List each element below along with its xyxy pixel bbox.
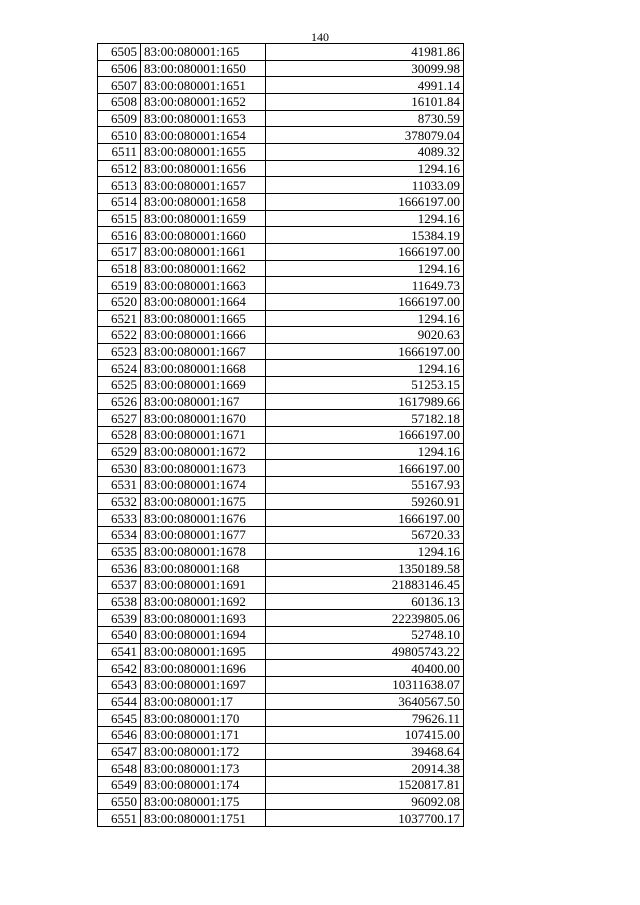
cadastral-number: 83:00:080001:1653 — [141, 110, 266, 127]
row-number: 6537 — [98, 577, 141, 594]
row-number: 6516 — [98, 227, 141, 244]
cadastral-value: 96092.08 — [266, 793, 464, 810]
table-row — [98, 776, 464, 793]
table-row — [98, 710, 464, 727]
table-row — [98, 427, 464, 444]
cadastral-number: 83:00:080001:1661 — [141, 243, 266, 260]
cadastral-number: 83:00:080001:1691 — [141, 577, 266, 594]
cadastral-value: 1294.16 — [266, 210, 464, 227]
table-row — [98, 577, 464, 594]
row-number: 6506 — [98, 60, 141, 77]
table-row — [98, 77, 464, 94]
row-number: 6510 — [98, 127, 141, 144]
table-row — [98, 560, 464, 577]
cadastral-number: 83:00:080001:1673 — [141, 460, 266, 477]
table-row — [98, 160, 464, 177]
row-number: 6535 — [98, 543, 141, 560]
table-row — [98, 810, 464, 827]
cadastral-number: 83:00:080001:1656 — [141, 160, 266, 177]
cadastral-value: 1520817.81 — [266, 776, 464, 793]
cadastral-number: 83:00:080001:1675 — [141, 493, 266, 510]
row-number: 6527 — [98, 410, 141, 427]
row-number: 6550 — [98, 793, 141, 810]
table-row — [98, 327, 464, 344]
table-row — [98, 310, 464, 327]
cadastral-number: 83:00:080001:1678 — [141, 543, 266, 560]
table-row — [98, 593, 464, 610]
row-number: 6540 — [98, 626, 141, 643]
cadastral-value: 9020.63 — [266, 327, 464, 344]
cadastral-number: 83:00:080001:1663 — [141, 277, 266, 294]
table-row — [98, 760, 464, 777]
cadastral-number: 83:00:080001:1669 — [141, 377, 266, 394]
cadastral-value: 1617989.66 — [266, 393, 464, 410]
row-number: 6546 — [98, 726, 141, 743]
row-number: 6532 — [98, 493, 141, 510]
row-number: 6534 — [98, 527, 141, 544]
cadastral-value: 39468.64 — [266, 743, 464, 760]
cadastral-value: 59260.91 — [266, 493, 464, 510]
table-row — [98, 343, 464, 360]
table-row — [98, 543, 464, 560]
cadastral-number: 83:00:080001:1657 — [141, 177, 266, 194]
cadastral-value: 1666197.00 — [266, 293, 464, 310]
cadastral-number: 83:00:080001:1674 — [141, 477, 266, 494]
table-row — [98, 377, 464, 394]
cadastral-number: 83:00:080001:175 — [141, 793, 266, 810]
row-number: 6541 — [98, 643, 141, 660]
cadastral-value: 107415.00 — [266, 726, 464, 743]
cadastral-value: 16101.84 — [266, 93, 464, 110]
cadastral-number: 83:00:080001:1751 — [141, 810, 266, 827]
cadastral-value: 8730.59 — [266, 110, 464, 127]
table-row — [98, 60, 464, 77]
row-number: 6517 — [98, 243, 141, 260]
table-row — [98, 243, 464, 260]
cadastral-value: 1666197.00 — [266, 460, 464, 477]
cadastral-value: 15384.19 — [266, 227, 464, 244]
table-row — [98, 110, 464, 127]
row-number: 6525 — [98, 377, 141, 394]
table-row — [98, 527, 464, 544]
cadastral-number: 83:00:080001:1651 — [141, 77, 266, 94]
cadastral-value: 1666197.00 — [266, 193, 464, 210]
cadastral-number: 83:00:080001:1662 — [141, 260, 266, 277]
cadastral-number: 83:00:080001:1660 — [141, 227, 266, 244]
table-row — [98, 510, 464, 527]
cadastral-number: 83:00:080001:173 — [141, 760, 266, 777]
table-row — [98, 293, 464, 310]
row-number: 6549 — [98, 776, 141, 793]
cadastral-value: 21883146.45 — [266, 577, 464, 594]
cadastral-number: 83:00:080001:1668 — [141, 360, 266, 377]
page-number: 140 — [311, 30, 329, 44]
cadastral-value: 52748.10 — [266, 626, 464, 643]
cadastral-value: 22239805.06 — [266, 610, 464, 627]
table-row — [98, 443, 464, 460]
cadastral-value: 4991.14 — [266, 77, 464, 94]
cadastral-number: 83:00:080001:171 — [141, 726, 266, 743]
table-row — [98, 277, 464, 294]
table-row — [98, 143, 464, 160]
cadastral-number: 83:00:080001:1659 — [141, 210, 266, 227]
cadastral-value: 20914.38 — [266, 760, 464, 777]
cadastral-value: 11649.73 — [266, 277, 464, 294]
table-row — [98, 260, 464, 277]
row-number: 6509 — [98, 110, 141, 127]
table-row — [98, 660, 464, 677]
cadastral-value: 30099.98 — [266, 60, 464, 77]
row-number: 6524 — [98, 360, 141, 377]
row-number: 6521 — [98, 310, 141, 327]
cadastral-number: 83:00:080001:1654 — [141, 127, 266, 144]
cadastral-value: 79626.11 — [266, 710, 464, 727]
row-number: 6551 — [98, 810, 141, 827]
row-number: 6531 — [98, 477, 141, 494]
row-number: 6515 — [98, 210, 141, 227]
cadastral-number: 83:00:080001:1676 — [141, 510, 266, 527]
row-number: 6522 — [98, 327, 141, 344]
row-number: 6520 — [98, 293, 141, 310]
row-number: 6511 — [98, 143, 141, 160]
row-number: 6544 — [98, 693, 141, 710]
table-row — [98, 93, 464, 110]
cadastral-number: 83:00:080001:1658 — [141, 193, 266, 210]
cadastral-number: 83:00:080001:1672 — [141, 443, 266, 460]
cadastral-value: 1350189.58 — [266, 560, 464, 577]
table-row — [98, 177, 464, 194]
cadastral-value: 1294.16 — [266, 443, 464, 460]
cadastral-number: 83:00:080001:1667 — [141, 343, 266, 360]
cadastral-value: 1666197.00 — [266, 510, 464, 527]
cadastral-number: 83:00:080001:1666 — [141, 327, 266, 344]
cadastral-value: 10311638.07 — [266, 676, 464, 693]
cadastral-value: 55167.93 — [266, 477, 464, 494]
table-row — [98, 793, 464, 810]
table-row — [98, 743, 464, 760]
row-number: 6533 — [98, 510, 141, 527]
table-row — [98, 643, 464, 660]
cadastral-number: 83:00:080001:1692 — [141, 593, 266, 610]
cadastral-number: 83:00:080001:1677 — [141, 527, 266, 544]
cadastral-value: 378079.04 — [266, 127, 464, 144]
cadastral-number: 83:00:080001:1693 — [141, 610, 266, 627]
cadastral-value: 60136.13 — [266, 593, 464, 610]
cadastral-value-table — [97, 43, 464, 827]
row-number: 6547 — [98, 743, 141, 760]
cadastral-value: 49805743.22 — [266, 643, 464, 660]
row-number: 6542 — [98, 660, 141, 677]
cadastral-value: 1037700.17 — [266, 810, 464, 827]
table-row — [98, 410, 464, 427]
table-row — [98, 477, 464, 494]
row-number: 6513 — [98, 177, 141, 194]
table-row — [98, 493, 464, 510]
cadastral-number: 83:00:080001:1696 — [141, 660, 266, 677]
cadastral-value: 57182.18 — [266, 410, 464, 427]
table-row — [98, 127, 464, 144]
table-row — [98, 227, 464, 244]
cadastral-number: 83:00:080001:1665 — [141, 310, 266, 327]
cadastral-value: 41981.86 — [266, 44, 464, 61]
cadastral-number: 83:00:080001:1695 — [141, 643, 266, 660]
cadastral-number: 83:00:080001:1650 — [141, 60, 266, 77]
cadastral-value: 1294.16 — [266, 360, 464, 377]
table-row — [98, 626, 464, 643]
table-body — [98, 44, 464, 827]
table-row — [98, 693, 464, 710]
cadastral-number: 83:00:080001:165 — [141, 44, 266, 61]
table-row — [98, 210, 464, 227]
row-number: 6512 — [98, 160, 141, 177]
row-number: 6518 — [98, 260, 141, 277]
row-number: 6539 — [98, 610, 141, 627]
table-row — [98, 360, 464, 377]
cadastral-number: 83:00:080001:1671 — [141, 427, 266, 444]
row-number: 6545 — [98, 710, 141, 727]
cadastral-number: 83:00:080001:172 — [141, 743, 266, 760]
table-row — [98, 44, 464, 61]
table-row — [98, 193, 464, 210]
row-number: 6526 — [98, 393, 141, 410]
table-row — [98, 393, 464, 410]
cadastral-value: 1294.16 — [266, 160, 464, 177]
cadastral-number: 83:00:080001:1655 — [141, 143, 266, 160]
cadastral-number: 83:00:080001:168 — [141, 560, 266, 577]
cadastral-number: 83:00:080001:174 — [141, 776, 266, 793]
cadastral-value: 11033.09 — [266, 177, 464, 194]
row-number: 6523 — [98, 343, 141, 360]
row-number: 6507 — [98, 77, 141, 94]
row-number: 6529 — [98, 443, 141, 460]
row-number: 6519 — [98, 277, 141, 294]
cadastral-number: 83:00:080001:1670 — [141, 410, 266, 427]
cadastral-value: 40400.00 — [266, 660, 464, 677]
table-row — [98, 460, 464, 477]
cadastral-value: 1666197.00 — [266, 343, 464, 360]
cadastral-value: 1666197.00 — [266, 243, 464, 260]
cadastral-value: 3640567.50 — [266, 693, 464, 710]
cadastral-value: 4089.32 — [266, 143, 464, 160]
row-number: 6538 — [98, 593, 141, 610]
cadastral-number: 83:00:080001:17 — [141, 693, 266, 710]
table-row — [98, 676, 464, 693]
table-row — [98, 610, 464, 627]
cadastral-value: 1294.16 — [266, 543, 464, 560]
table-row — [98, 726, 464, 743]
row-number: 6530 — [98, 460, 141, 477]
row-number: 6536 — [98, 560, 141, 577]
row-number: 6505 — [98, 44, 141, 61]
row-number: 6543 — [98, 676, 141, 693]
cadastral-number: 83:00:080001:167 — [141, 393, 266, 410]
cadastral-number: 83:00:080001:170 — [141, 710, 266, 727]
cadastral-number: 83:00:080001:1694 — [141, 626, 266, 643]
cadastral-value: 1294.16 — [266, 310, 464, 327]
row-number: 6528 — [98, 427, 141, 444]
cadastral-number: 83:00:080001:1652 — [141, 93, 266, 110]
row-number: 6508 — [98, 93, 141, 110]
cadastral-number: 83:00:080001:1664 — [141, 293, 266, 310]
cadastral-value: 51253.15 — [266, 377, 464, 394]
cadastral-value: 1294.16 — [266, 260, 464, 277]
cadastral-value: 56720.33 — [266, 527, 464, 544]
cadastral-value: 1666197.00 — [266, 427, 464, 444]
row-number: 6548 — [98, 760, 141, 777]
cadastral-number: 83:00:080001:1697 — [141, 676, 266, 693]
row-number: 6514 — [98, 193, 141, 210]
